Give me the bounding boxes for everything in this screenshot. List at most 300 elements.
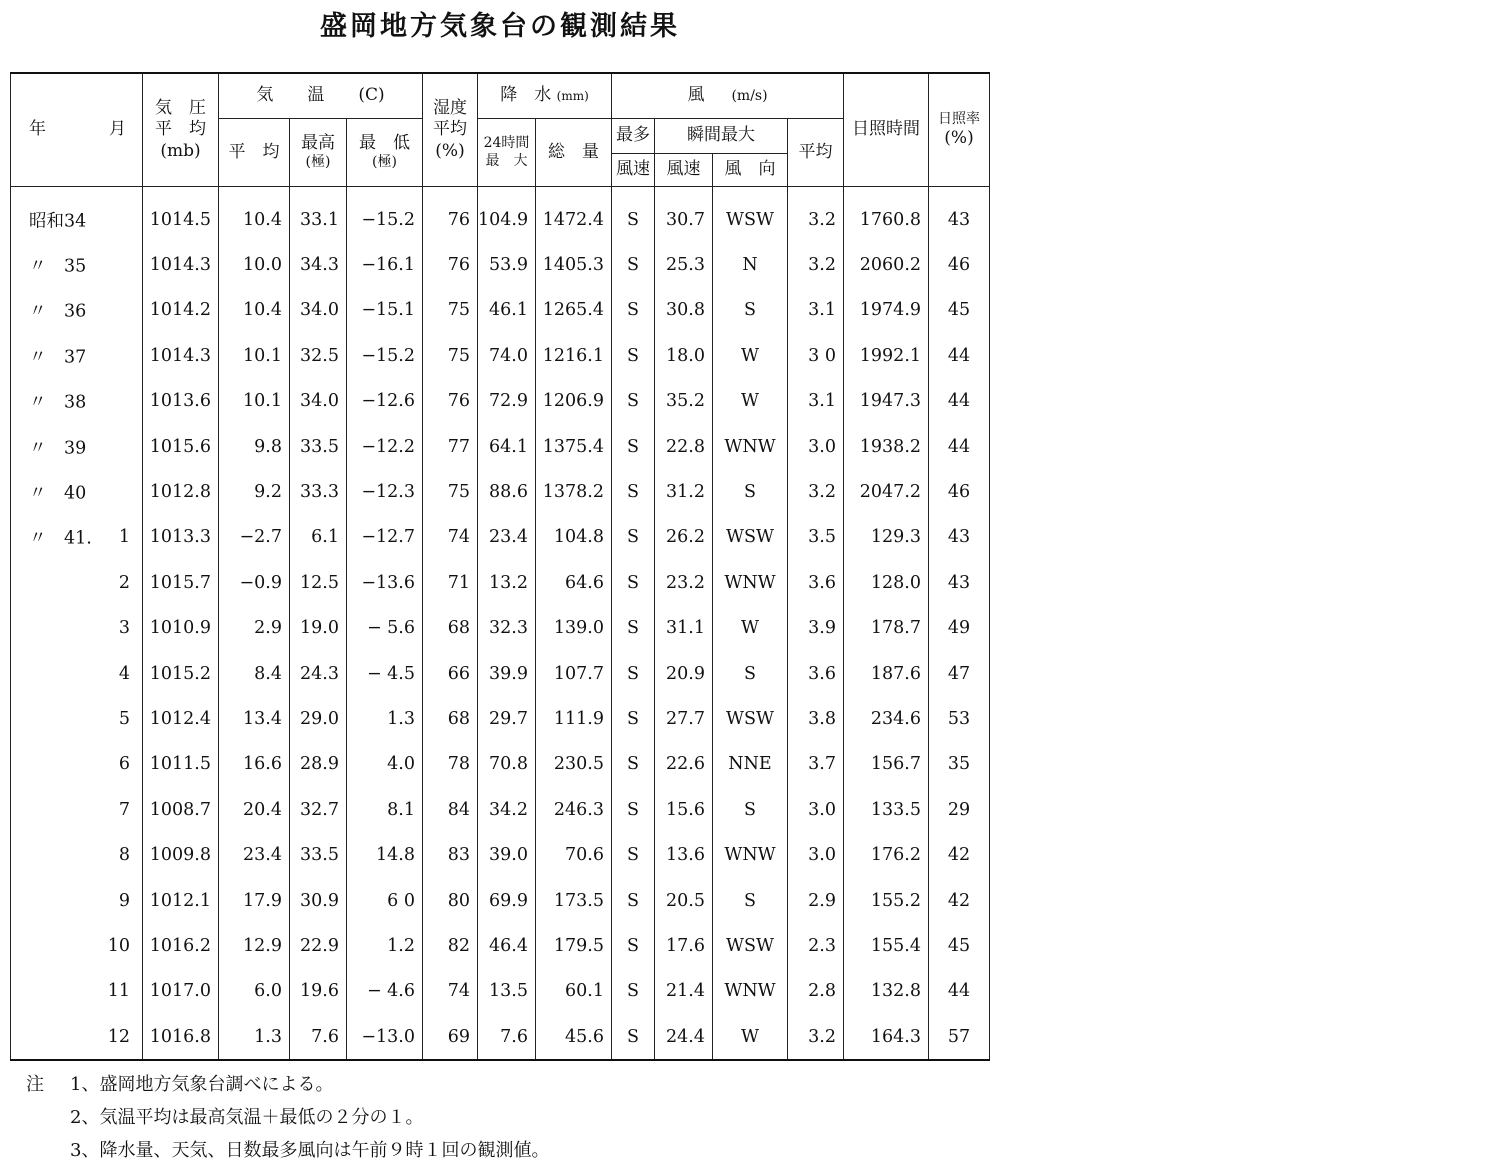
temp-min-cell: 4.0 — [347, 742, 423, 787]
precip-total-cell: 70.6 — [536, 832, 612, 877]
gust-speed-cell: 31.1 — [655, 606, 713, 651]
humidity-cell: 69 — [423, 1014, 478, 1060]
temp-avg-cell: −2.7 — [219, 515, 290, 560]
pressure-cell: 1012.4 — [143, 696, 219, 741]
temp-max-cell: 33.3 — [290, 469, 347, 514]
humidity-cell: 83 — [423, 832, 478, 877]
wind-avg-cell: 3.0 — [788, 832, 844, 877]
wind-most-cell: S — [612, 187, 655, 243]
header-precip-total: 総 量 — [536, 119, 612, 187]
gust-dir-cell: WNW — [713, 969, 788, 1014]
gust-dir-cell: WNW — [713, 424, 788, 469]
gust-speed-cell: 13.6 — [655, 832, 713, 877]
sunshine-hours-cell: 178.7 — [844, 606, 929, 651]
precip-total-cell: 1265.4 — [536, 288, 612, 333]
gust-speed-cell: 35.2 — [655, 379, 713, 424]
precip-24h-cell: 74.0 — [478, 333, 536, 378]
header-gust-max: 瞬間最大 — [655, 119, 788, 154]
precip-total-cell: 1405.3 — [536, 242, 612, 287]
humidity-cell: 68 — [423, 606, 478, 651]
temp-avg-cell: 9.8 — [219, 424, 290, 469]
header-year-month — [11, 73, 143, 187]
month-label: 4 — [118, 663, 130, 684]
humidity-cell: 76 — [423, 187, 478, 243]
temp-min-cell: − 4.6 — [347, 969, 423, 1014]
wind-most-cell: S — [612, 969, 655, 1014]
year-month-cell — [11, 560, 143, 605]
month-label: 11 — [107, 981, 130, 1002]
month-label: 12 — [107, 1026, 130, 1047]
wind-avg-cell: 3.2 — [788, 187, 844, 243]
precip-24h-cell: 13.2 — [478, 560, 536, 605]
month-label: 8 — [118, 845, 130, 866]
table-row — [11, 333, 990, 378]
temp-max-cell: 33.5 — [290, 832, 347, 877]
sunshine-ratio-cell: 42 — [929, 878, 990, 923]
pressure-cell: 1014.3 — [143, 333, 219, 378]
sunshine-hours-cell: 1974.9 — [844, 288, 929, 333]
gust-dir-cell: W — [713, 1014, 788, 1060]
wind-most-cell: S — [612, 651, 655, 696]
year-label: 〃 36 — [29, 301, 87, 322]
note-1: 注 1、盛岡地方気象台調べによる。 — [26, 1068, 549, 1101]
wind-avg-cell: 3.2 — [788, 1014, 844, 1060]
gust-speed-cell: 30.8 — [655, 288, 713, 333]
temp-max-cell: 33.1 — [290, 187, 347, 243]
table-row — [11, 515, 990, 560]
pressure-cell: 1015.7 — [143, 560, 219, 605]
year-label: 〃 38 — [29, 392, 87, 413]
year-month-cell — [11, 742, 143, 787]
sunshine-ratio-cell: 43 — [929, 560, 990, 605]
notes — [26, 1068, 549, 1167]
table-row — [11, 651, 990, 696]
temp-avg-cell: 6.0 — [219, 969, 290, 1014]
sunshine-hours-cell: 1992.1 — [844, 333, 929, 378]
sunshine-hours-cell: 187.6 — [844, 651, 929, 696]
precip-total-cell: 104.8 — [536, 515, 612, 560]
temp-min-cell: −12.6 — [347, 379, 423, 424]
year-month-cell — [11, 651, 143, 696]
year-month-cell — [11, 878, 143, 923]
pressure-cell: 1017.0 — [143, 969, 219, 1014]
pressure-cell: 1016.2 — [143, 923, 219, 968]
month-label: 10 — [107, 935, 130, 956]
wind-avg-cell: 3 0 — [788, 333, 844, 378]
table-row — [11, 923, 990, 968]
sunshine-hours-cell: 2060.2 — [844, 242, 929, 287]
temp-avg-cell: 20.4 — [219, 787, 290, 832]
sunshine-ratio-cell: 42 — [929, 832, 990, 877]
month-label: 7 — [118, 799, 130, 820]
temp-max-cell: 24.3 — [290, 651, 347, 696]
month-label: 2 — [118, 572, 130, 593]
header-humidity: 湿度 平均 (%) — [423, 73, 478, 187]
sunshine-hours-cell: 128.0 — [844, 560, 929, 605]
temp-avg-cell: 16.6 — [219, 742, 290, 787]
sunshine-ratio-cell: 47 — [929, 651, 990, 696]
table-row — [11, 187, 990, 243]
gust-speed-cell: 24.4 — [655, 1014, 713, 1060]
temp-min-cell: 1.3 — [347, 696, 423, 741]
sunshine-hours-cell: 234.6 — [844, 696, 929, 741]
sunshine-hours-cell: 2047.2 — [844, 469, 929, 514]
temp-avg-cell: 10.0 — [219, 242, 290, 287]
temp-max-cell: 28.9 — [290, 742, 347, 787]
header-wind-most-dir: 風速 — [612, 154, 655, 187]
precip-total-cell: 64.6 — [536, 560, 612, 605]
sunshine-hours-cell: 1760.8 — [844, 187, 929, 243]
precip-24h-cell: 104.9 — [478, 187, 536, 243]
month-label: 6 — [118, 754, 130, 775]
sunshine-hours-cell: 1938.2 — [844, 424, 929, 469]
sunshine-ratio-cell: 57 — [929, 1014, 990, 1060]
table-row — [11, 560, 990, 605]
temp-min-cell: − 5.6 — [347, 606, 423, 651]
temp-min-cell: 14.8 — [347, 832, 423, 877]
temp-max-cell: 19.6 — [290, 969, 347, 1014]
gust-dir-cell: WNW — [713, 560, 788, 605]
precip-total-cell: 230.5 — [536, 742, 612, 787]
temp-min-cell: 8.1 — [347, 787, 423, 832]
header-gust-speed: 風速 — [655, 154, 713, 187]
precip-24h-cell: 13.5 — [478, 969, 536, 1014]
temp-max-cell: 32.7 — [290, 787, 347, 832]
gust-dir-cell: N — [713, 242, 788, 287]
temp-min-cell: −12.2 — [347, 424, 423, 469]
sunshine-ratio-cell: 35 — [929, 742, 990, 787]
sunshine-hours-cell: 1947.3 — [844, 379, 929, 424]
month-label: 9 — [118, 890, 130, 911]
table-row — [11, 878, 990, 923]
year-label: 〃 41. — [29, 528, 92, 549]
gust-speed-cell: 17.6 — [655, 923, 713, 968]
pressure-cell: 1014.5 — [143, 187, 219, 243]
sunshine-hours-cell: 132.8 — [844, 969, 929, 1014]
precip-24h-cell: 88.6 — [478, 469, 536, 514]
precip-total-cell: 1378.2 — [536, 469, 612, 514]
temp-avg-cell: −0.9 — [219, 560, 290, 605]
header-precip: 降 水 (mm) — [478, 73, 612, 119]
gust-speed-cell: 15.6 — [655, 787, 713, 832]
table-row — [11, 424, 990, 469]
precip-total-cell: 1375.4 — [536, 424, 612, 469]
note-3: 3、降水量、天気、日数最多風向は午前９時１回の観測値。 — [70, 1140, 550, 1161]
year-label: 〃 40 — [29, 483, 87, 504]
page-title: 盛岡地方気象台の観測結果 — [320, 11, 680, 42]
year-month-cell — [11, 1014, 143, 1060]
wind-most-cell: S — [612, 288, 655, 333]
gust-speed-cell: 18.0 — [655, 333, 713, 378]
precip-24h-cell: 29.7 — [478, 696, 536, 741]
precip-total-cell: 246.3 — [536, 787, 612, 832]
table-row — [11, 242, 990, 287]
header-pressure: 気 圧 平 均 (mb) — [143, 73, 219, 187]
temp-avg-cell: 13.4 — [219, 696, 290, 741]
pressure-cell: 1010.9 — [143, 606, 219, 651]
temp-min-cell: −12.3 — [347, 469, 423, 514]
temp-max-cell: 12.5 — [290, 560, 347, 605]
sunshine-ratio-cell: 46 — [929, 469, 990, 514]
pressure-cell: 1012.1 — [143, 878, 219, 923]
year-month-cell — [11, 832, 143, 877]
wind-avg-cell: 3.7 — [788, 742, 844, 787]
wind-avg-cell: 3.0 — [788, 787, 844, 832]
wind-most-cell: S — [612, 787, 655, 832]
sunshine-hours-cell: 156.7 — [844, 742, 929, 787]
gust-dir-cell: WNW — [713, 832, 788, 877]
gust-dir-cell: W — [713, 606, 788, 651]
pressure-cell: 1009.8 — [143, 832, 219, 877]
precip-24h-cell: 53.9 — [478, 242, 536, 287]
humidity-cell: 75 — [423, 469, 478, 514]
year-month-cell — [11, 696, 143, 741]
sunshine-hours-cell: 129.3 — [844, 515, 929, 560]
precip-total-cell: 45.6 — [536, 1014, 612, 1060]
temp-max-cell: 6.1 — [290, 515, 347, 560]
temp-min-cell: 1.2 — [347, 923, 423, 968]
sunshine-ratio-cell: 45 — [929, 288, 990, 333]
sunshine-hours-cell: 176.2 — [844, 832, 929, 877]
humidity-cell: 71 — [423, 560, 478, 605]
table-body — [11, 187, 990, 1061]
humidity-cell: 75 — [423, 333, 478, 378]
humidity-cell: 77 — [423, 424, 478, 469]
header-temp-min: 最 低 (極) — [347, 119, 423, 187]
precip-total-cell: 1472.4 — [536, 187, 612, 243]
year-label: 〃 39 — [29, 438, 87, 459]
year-month-cell — [11, 333, 143, 378]
sunshine-hours-cell: 164.3 — [844, 1014, 929, 1060]
temp-max-cell: 34.3 — [290, 242, 347, 287]
wind-most-cell: S — [612, 1014, 655, 1060]
wind-avg-cell: 2.3 — [788, 923, 844, 968]
temp-max-cell: 7.6 — [290, 1014, 347, 1060]
precip-total-cell: 173.5 — [536, 878, 612, 923]
wind-avg-cell: 2.8 — [788, 969, 844, 1014]
gust-speed-cell: 20.9 — [655, 651, 713, 696]
pressure-cell: 1014.3 — [143, 242, 219, 287]
humidity-cell: 74 — [423, 969, 478, 1014]
temp-avg-cell: 10.1 — [219, 333, 290, 378]
sunshine-ratio-cell: 49 — [929, 606, 990, 651]
temp-avg-cell: 23.4 — [219, 832, 290, 877]
precip-24h-cell: 32.3 — [478, 606, 536, 651]
temp-min-cell: −13.6 — [347, 560, 423, 605]
precip-24h-cell: 72.9 — [478, 379, 536, 424]
sunshine-hours-cell: 155.2 — [844, 878, 929, 923]
table-row — [11, 742, 990, 787]
header-wind: 風 (m/s) — [612, 73, 844, 119]
header-precip-24h: 24時間 最 大 — [478, 119, 536, 187]
year-month-cell — [11, 424, 143, 469]
precip-24h-cell: 39.0 — [478, 832, 536, 877]
sunshine-ratio-cell: 44 — [929, 969, 990, 1014]
humidity-cell: 76 — [423, 242, 478, 287]
temp-avg-cell: 17.9 — [219, 878, 290, 923]
table-row — [11, 696, 990, 741]
temp-avg-cell: 12.9 — [219, 923, 290, 968]
sunshine-ratio-cell: 45 — [929, 923, 990, 968]
gust-dir-cell: W — [713, 333, 788, 378]
header-gust-dir: 風 向 — [713, 154, 788, 187]
observation-table — [10, 72, 990, 1061]
sunshine-ratio-cell: 43 — [929, 187, 990, 243]
sunshine-ratio-cell: 44 — [929, 424, 990, 469]
month-label: 3 — [118, 618, 130, 639]
header-wind-most: 最多 — [612, 119, 655, 154]
wind-avg-cell: 3.6 — [788, 651, 844, 696]
precip-24h-cell: 23.4 — [478, 515, 536, 560]
table-row — [11, 1014, 990, 1060]
year-month-cell — [11, 969, 143, 1014]
temp-min-cell: −15.1 — [347, 288, 423, 333]
note-2: 2、気温平均は最高気温＋最低の２分の１。 — [70, 1107, 424, 1128]
wind-most-cell: S — [612, 696, 655, 741]
temp-max-cell: 34.0 — [290, 288, 347, 333]
humidity-cell: 76 — [423, 379, 478, 424]
header-temp-max: 最高 (極) — [290, 119, 347, 187]
pressure-cell: 1013.6 — [143, 379, 219, 424]
pressure-cell: 1015.2 — [143, 651, 219, 696]
year-month-cell — [11, 606, 143, 651]
temp-min-cell: − 4.5 — [347, 651, 423, 696]
precip-total-cell: 1216.1 — [536, 333, 612, 378]
year-label: 〃 35 — [29, 256, 87, 277]
table-row — [11, 832, 990, 877]
header-sunshine-ratio: 日照率 (%) — [929, 73, 990, 187]
temp-min-cell: −15.2 — [347, 333, 423, 378]
wind-most-cell: S — [612, 333, 655, 378]
temp-min-cell: −12.7 — [347, 515, 423, 560]
sunshine-hours-cell: 133.5 — [844, 787, 929, 832]
wind-avg-cell: 3.6 — [788, 560, 844, 605]
precip-24h-cell: 64.1 — [478, 424, 536, 469]
table-row — [11, 288, 990, 333]
sunshine-ratio-cell: 46 — [929, 242, 990, 287]
humidity-cell: 82 — [423, 923, 478, 968]
gust-speed-cell: 23.2 — [655, 560, 713, 605]
gust-dir-cell: WSW — [713, 187, 788, 243]
humidity-cell: 66 — [423, 651, 478, 696]
gust-speed-cell: 22.6 — [655, 742, 713, 787]
temp-avg-cell: 2.9 — [219, 606, 290, 651]
sunshine-ratio-cell: 43 — [929, 515, 990, 560]
gust-speed-cell: 22.8 — [655, 424, 713, 469]
wind-most-cell: S — [612, 923, 655, 968]
humidity-cell: 75 — [423, 288, 478, 333]
wind-most-cell: S — [612, 606, 655, 651]
table-row — [11, 969, 990, 1014]
pressure-cell: 1013.3 — [143, 515, 219, 560]
wind-most-cell: S — [612, 878, 655, 923]
temp-max-cell: 22.9 — [290, 923, 347, 968]
wind-avg-cell: 3.2 — [788, 469, 844, 514]
header-temperature: 気 温 (C) — [219, 73, 423, 119]
wind-avg-cell: 3.1 — [788, 288, 844, 333]
precip-24h-cell: 70.8 — [478, 742, 536, 787]
gust-speed-cell: 26.2 — [655, 515, 713, 560]
precip-24h-cell: 7.6 — [478, 1014, 536, 1060]
wind-most-cell: S — [612, 242, 655, 287]
precip-24h-cell: 69.9 — [478, 878, 536, 923]
gust-dir-cell: S — [713, 878, 788, 923]
sunshine-ratio-cell: 44 — [929, 379, 990, 424]
pressure-cell: 1015.6 — [143, 424, 219, 469]
temp-min-cell: −15.2 — [347, 187, 423, 243]
pressure-cell: 1012.8 — [143, 469, 219, 514]
humidity-cell: 78 — [423, 742, 478, 787]
year-month-cell — [11, 469, 143, 514]
precip-24h-cell: 46.4 — [478, 923, 536, 968]
wind-avg-cell: 3.0 — [788, 424, 844, 469]
wind-avg-cell: 3.8 — [788, 696, 844, 741]
table-row — [11, 787, 990, 832]
precip-total-cell: 179.5 — [536, 923, 612, 968]
year-month-cell — [11, 187, 143, 243]
temp-avg-cell: 8.4 — [219, 651, 290, 696]
precip-24h-cell: 39.9 — [478, 651, 536, 696]
temp-avg-cell: 10.4 — [219, 288, 290, 333]
year-label: 昭和34 — [29, 211, 87, 232]
pressure-cell: 1008.7 — [143, 787, 219, 832]
wind-avg-cell: 3.2 — [788, 242, 844, 287]
year-month-cell — [11, 288, 143, 333]
header-temp-avg: 平 均 — [219, 119, 290, 187]
pressure-cell: 1011.5 — [143, 742, 219, 787]
gust-dir-cell: NNE — [713, 742, 788, 787]
humidity-cell: 74 — [423, 515, 478, 560]
year-month-cell — [11, 787, 143, 832]
temp-avg-cell: 9.2 — [219, 469, 290, 514]
temp-max-cell: 34.0 — [290, 379, 347, 424]
gust-dir-cell: W — [713, 379, 788, 424]
gust-speed-cell: 27.7 — [655, 696, 713, 741]
wind-most-cell: S — [612, 742, 655, 787]
precip-total-cell: 111.9 — [536, 696, 612, 741]
wind-most-cell: S — [612, 424, 655, 469]
temp-max-cell: 30.9 — [290, 878, 347, 923]
table-row — [11, 469, 990, 514]
table-row — [11, 606, 990, 651]
temp-max-cell: 32.5 — [290, 333, 347, 378]
wind-avg-cell: 3.1 — [788, 379, 844, 424]
precip-24h-cell: 34.2 — [478, 787, 536, 832]
header-month: 月 — [109, 119, 126, 140]
precip-total-cell: 107.7 — [536, 651, 612, 696]
temp-min-cell: −16.1 — [347, 242, 423, 287]
month-label: 5 — [118, 708, 130, 729]
year-month-cell — [11, 515, 143, 560]
precip-24h-cell: 46.1 — [478, 288, 536, 333]
precip-total-cell: 60.1 — [536, 969, 612, 1014]
temp-avg-cell: 10.4 — [219, 187, 290, 243]
gust-dir-cell: S — [713, 651, 788, 696]
wind-most-cell: S — [612, 832, 655, 877]
header-sunshine-hours: 日照時間 — [844, 73, 929, 187]
table-row — [11, 379, 990, 424]
gust-speed-cell: 30.7 — [655, 187, 713, 243]
year-month-cell — [11, 379, 143, 424]
header-year: 年 — [29, 119, 46, 140]
year-label: 〃 37 — [29, 347, 87, 368]
gust-dir-cell: WSW — [713, 923, 788, 968]
header-wind-avg: 平均 — [788, 119, 844, 187]
temp-max-cell: 29.0 — [290, 696, 347, 741]
gust-dir-cell: S — [713, 288, 788, 333]
gust-speed-cell: 20.5 — [655, 878, 713, 923]
temp-min-cell: 6 0 — [347, 878, 423, 923]
